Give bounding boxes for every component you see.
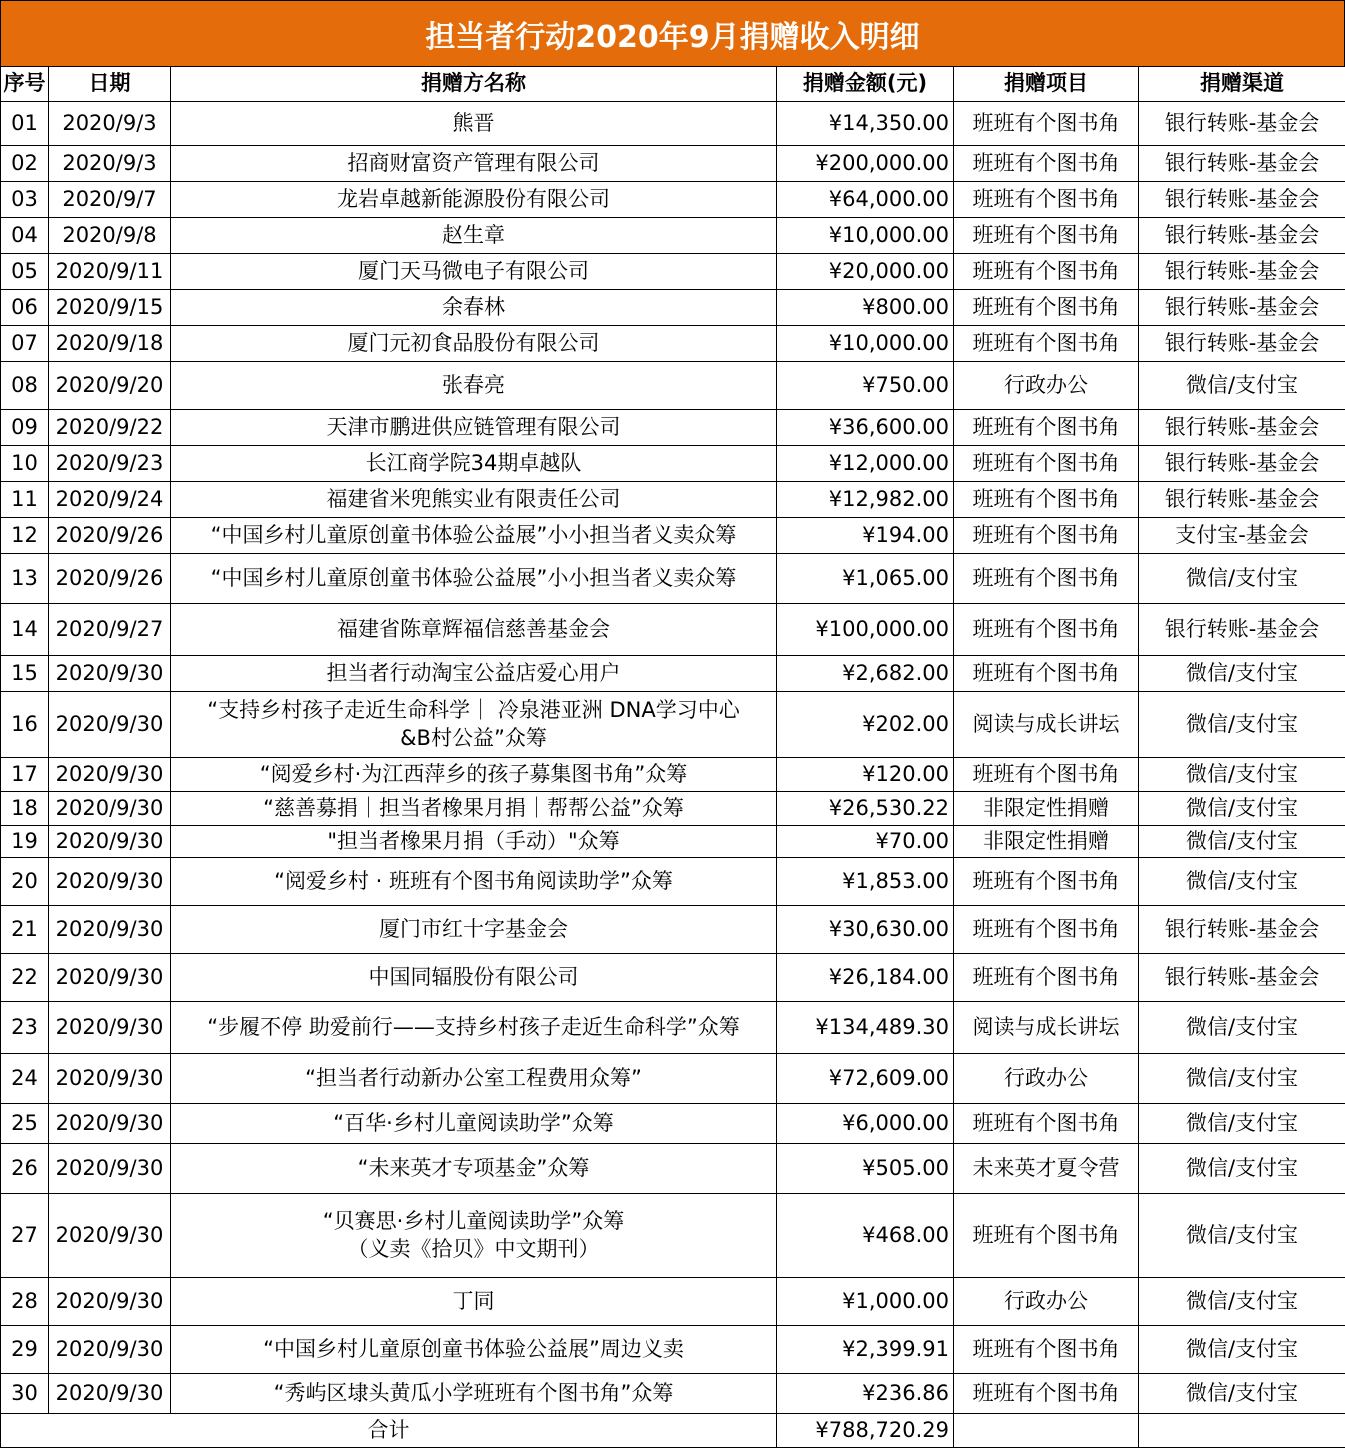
row-no: 07 <box>1 326 49 362</box>
row-project: 非限定性捐赠 <box>954 826 1139 858</box>
row-amount: ¥36,600.00 <box>777 410 954 446</box>
row-project: 班班有个图书角 <box>954 656 1139 692</box>
row-no: 08 <box>1 362 49 410</box>
row-no: 19 <box>1 826 49 858</box>
row-date: 2020/9/30 <box>49 826 171 858</box>
row-date: 2020/9/30 <box>49 858 171 906</box>
row-date: 2020/9/8 <box>49 218 171 254</box>
header-donor: 捐赠方名称 <box>171 67 777 102</box>
row-date: 2020/9/23 <box>49 446 171 482</box>
row-amount: ¥200,000.00 <box>777 146 954 182</box>
row-no: 11 <box>1 482 49 518</box>
row-project: 非限定性捐赠 <box>954 792 1139 826</box>
row-channel: 微信/支付宝 <box>1139 656 1345 692</box>
row-donor: “秀屿区埭头黄瓜小学班班有个图书角”众筹 <box>171 1374 777 1414</box>
row-donor: 厦门元初食品股份有限公司 <box>171 326 777 362</box>
row-no: 01 <box>1 102 49 146</box>
row-donor: 熊晋 <box>171 102 777 146</box>
row-channel: 微信/支付宝 <box>1139 1326 1345 1374</box>
row-date: 2020/9/30 <box>49 1104 171 1144</box>
row-donor: 福建省陈章辉福信慈善基金会 <box>171 604 777 656</box>
row-date: 2020/9/30 <box>49 656 171 692</box>
row-donor: 余春林 <box>171 290 777 326</box>
row-donor <box>171 1194 777 1278</box>
header-project: 捐赠项目 <box>954 67 1139 102</box>
row-date: 2020/9/30 <box>49 1326 171 1374</box>
row-date: 2020/9/30 <box>49 1374 171 1414</box>
row-no: 13 <box>1 554 49 604</box>
row-no: 22 <box>1 954 49 1002</box>
row-amount: ¥72,609.00 <box>777 1054 954 1104</box>
row-channel: 银行转账-基金会 <box>1139 954 1345 1002</box>
row-project: 班班有个图书角 <box>954 906 1139 954</box>
row-channel: 微信/支付宝 <box>1139 858 1345 906</box>
row-amount: ¥800.00 <box>777 290 954 326</box>
total-empty-project <box>954 1414 1139 1448</box>
row-project: 班班有个图书角 <box>954 102 1139 146</box>
row-donor: 厦门市红十字基金会 <box>171 906 777 954</box>
header-row <box>1 67 1345 102</box>
table-row <box>1 1144 1345 1194</box>
table-row <box>1 692 1345 758</box>
row-donor: “慈善募捐｜担当者橡果月捐｜帮帮公益”众筹 <box>171 792 777 826</box>
table-row <box>1 362 1345 410</box>
donation-table <box>0 66 1345 1448</box>
row-channel: 银行转账-基金会 <box>1139 218 1345 254</box>
row-date: 2020/9/26 <box>49 518 171 554</box>
table-row <box>1 906 1345 954</box>
row-donor: “阅爱乡村·为江西萍乡的孩子募集图书角”众筹 <box>171 758 777 792</box>
row-amount: ¥12,000.00 <box>777 446 954 482</box>
row-channel: 微信/支付宝 <box>1139 1194 1345 1278</box>
row-donor: 招商财富资产管理有限公司 <box>171 146 777 182</box>
table-row <box>1 254 1345 290</box>
row-channel: 微信/支付宝 <box>1139 692 1345 758</box>
row-date: 2020/9/30 <box>49 1278 171 1326</box>
row-amount: ¥20,000.00 <box>777 254 954 290</box>
row-date: 2020/9/30 <box>49 1194 171 1278</box>
row-no: 09 <box>1 410 49 446</box>
row-no: 14 <box>1 604 49 656</box>
row-date: 2020/9/27 <box>49 604 171 656</box>
table-row <box>1 326 1345 362</box>
row-channel: 微信/支付宝 <box>1139 1278 1345 1326</box>
row-project: 班班有个图书角 <box>954 182 1139 218</box>
row-project: 班班有个图书角 <box>954 410 1139 446</box>
row-donor: 天津市鹏进供应链管理有限公司 <box>171 410 777 446</box>
row-date: 2020/9/15 <box>49 290 171 326</box>
row-project: 班班有个图书角 <box>954 218 1139 254</box>
row-project: 阅读与成长讲坛 <box>954 692 1139 758</box>
row-no: 18 <box>1 792 49 826</box>
header-channel: 捐赠渠道 <box>1139 67 1345 102</box>
row-no: 27 <box>1 1194 49 1278</box>
row-amount: ¥2,399.91 <box>777 1326 954 1374</box>
row-amount: ¥1,000.00 <box>777 1278 954 1326</box>
total-row <box>1 1414 1345 1448</box>
row-donor-line1: “贝赛思·乡村儿童阅读助学”众筹 <box>171 1208 776 1235</box>
row-channel: 微信/支付宝 <box>1139 792 1345 826</box>
row-amount: ¥505.00 <box>777 1144 954 1194</box>
row-amount: ¥14,350.00 <box>777 102 954 146</box>
row-project: 班班有个图书角 <box>954 446 1139 482</box>
table-row <box>1 518 1345 554</box>
row-amount: ¥30,630.00 <box>777 906 954 954</box>
row-date: 2020/9/7 <box>49 182 171 218</box>
row-no: 10 <box>1 446 49 482</box>
row-no: 26 <box>1 1144 49 1194</box>
row-no: 17 <box>1 758 49 792</box>
row-donor: "担当者橡果月捐（手动）"众筹 <box>171 826 777 858</box>
row-channel: 银行转账-基金会 <box>1139 290 1345 326</box>
row-project: 班班有个图书角 <box>954 290 1139 326</box>
table-row <box>1 656 1345 692</box>
row-date: 2020/9/20 <box>49 362 171 410</box>
table-row <box>1 1278 1345 1326</box>
row-project: 班班有个图书角 <box>954 254 1139 290</box>
row-date: 2020/9/30 <box>49 1054 171 1104</box>
table-row <box>1 604 1345 656</box>
row-date: 2020/9/30 <box>49 1144 171 1194</box>
row-project: 未来英才夏令营 <box>954 1144 1139 1194</box>
row-no: 25 <box>1 1104 49 1144</box>
row-channel: 微信/支付宝 <box>1139 1054 1345 1104</box>
row-date: 2020/9/30 <box>49 792 171 826</box>
row-donor: “中国乡村儿童原创童书体验公益展”小小担当者义卖众筹 <box>171 518 777 554</box>
row-donor: 龙岩卓越新能源股份有限公司 <box>171 182 777 218</box>
row-donor: “百华·乡村儿童阅读助学”众筹 <box>171 1104 777 1144</box>
row-project: 班班有个图书角 <box>954 1374 1139 1414</box>
row-no: 04 <box>1 218 49 254</box>
table-row <box>1 1374 1345 1414</box>
row-project: 班班有个图书角 <box>954 146 1139 182</box>
row-amount: ¥236.86 <box>777 1374 954 1414</box>
row-no: 02 <box>1 146 49 182</box>
row-no: 03 <box>1 182 49 218</box>
row-date: 2020/9/3 <box>49 146 171 182</box>
row-date: 2020/9/26 <box>49 554 171 604</box>
row-donor-line1: “支持乡村孩子走近生命科学｜ 冷泉港亚洲 DNA学习中心 <box>171 697 776 724</box>
header-amount: 捐赠金额(元) <box>777 67 954 102</box>
table-row <box>1 410 1345 446</box>
row-donor: “中国乡村儿童原创童书体验公益展”小小担当者义卖众筹 <box>171 554 777 604</box>
row-no: 28 <box>1 1278 49 1326</box>
row-project: 行政办公 <box>954 362 1139 410</box>
row-amount: ¥1,853.00 <box>777 858 954 906</box>
row-channel: 银行转账-基金会 <box>1139 604 1345 656</box>
row-project: 班班有个图书角 <box>954 1326 1139 1374</box>
row-amount: ¥10,000.00 <box>777 218 954 254</box>
row-donor: 赵生章 <box>171 218 777 254</box>
row-no: 21 <box>1 906 49 954</box>
row-donor-line2: &B村公益”众筹 <box>171 725 776 752</box>
row-amount: ¥10,000.00 <box>777 326 954 362</box>
row-amount: ¥64,000.00 <box>777 182 954 218</box>
row-channel: 微信/支付宝 <box>1139 1104 1345 1144</box>
row-date: 2020/9/30 <box>49 1002 171 1054</box>
row-channel: 银行转账-基金会 <box>1139 446 1345 482</box>
header-no: 序号 <box>1 67 49 102</box>
row-channel: 银行转账-基金会 <box>1139 410 1345 446</box>
row-donor: 担当者行动淘宝公益店爱心用户 <box>171 656 777 692</box>
row-channel: 微信/支付宝 <box>1139 826 1345 858</box>
row-amount: ¥26,184.00 <box>777 954 954 1002</box>
row-project: 行政办公 <box>954 1278 1139 1326</box>
row-no: 30 <box>1 1374 49 1414</box>
total-label: 合计 <box>1 1414 777 1448</box>
row-channel: 微信/支付宝 <box>1139 758 1345 792</box>
row-project: 阅读与成长讲坛 <box>954 1002 1139 1054</box>
row-no: 05 <box>1 254 49 290</box>
row-project: 班班有个图书角 <box>954 604 1139 656</box>
total-empty-channel <box>1139 1414 1345 1448</box>
row-donor: “担当者行动新办公室工程费用众筹” <box>171 1054 777 1104</box>
row-donor-line2: （义卖《拾贝》中文期刊） <box>171 1236 776 1263</box>
row-channel: 银行转账-基金会 <box>1139 182 1345 218</box>
row-channel: 微信/支付宝 <box>1139 1002 1345 1054</box>
row-no: 06 <box>1 290 49 326</box>
row-project: 班班有个图书角 <box>954 1104 1139 1144</box>
row-project: 班班有个图书角 <box>954 858 1139 906</box>
row-channel: 微信/支付宝 <box>1139 1144 1345 1194</box>
table-row <box>1 954 1345 1002</box>
row-no: 15 <box>1 656 49 692</box>
row-channel: 支付宝-基金会 <box>1139 518 1345 554</box>
row-no: 20 <box>1 858 49 906</box>
row-channel: 微信/支付宝 <box>1139 362 1345 410</box>
row-channel: 银行转账-基金会 <box>1139 102 1345 146</box>
table-row <box>1 1104 1345 1144</box>
row-project: 行政办公 <box>954 1054 1139 1104</box>
row-channel: 微信/支付宝 <box>1139 1374 1345 1414</box>
table-row <box>1 792 1345 826</box>
row-no: 16 <box>1 692 49 758</box>
row-channel: 银行转账-基金会 <box>1139 482 1345 518</box>
sheet-title: 担当者行动2020年9月捐赠收入明细 <box>0 0 1345 66</box>
row-date: 2020/9/3 <box>49 102 171 146</box>
table-row <box>1 146 1345 182</box>
row-amount: ¥1,065.00 <box>777 554 954 604</box>
row-amount: ¥26,530.22 <box>777 792 954 826</box>
row-amount: ¥750.00 <box>777 362 954 410</box>
row-no: 23 <box>1 1002 49 1054</box>
row-donor: “中国乡村儿童原创童书体验公益展”周边义卖 <box>171 1326 777 1374</box>
row-donor <box>171 692 777 758</box>
row-project: 班班有个图书角 <box>954 518 1139 554</box>
row-amount: ¥2,682.00 <box>777 656 954 692</box>
row-donor: 长江商学院34期卓越队 <box>171 446 777 482</box>
row-amount: ¥194.00 <box>777 518 954 554</box>
row-project: 班班有个图书角 <box>954 554 1139 604</box>
row-channel: 微信/支付宝 <box>1139 554 1345 604</box>
table-row <box>1 1194 1345 1278</box>
table-row <box>1 858 1345 906</box>
row-channel: 银行转账-基金会 <box>1139 254 1345 290</box>
row-channel: 银行转账-基金会 <box>1139 326 1345 362</box>
row-project: 班班有个图书角 <box>954 758 1139 792</box>
row-amount: ¥120.00 <box>777 758 954 792</box>
row-channel: 银行转账-基金会 <box>1139 146 1345 182</box>
table-row <box>1 446 1345 482</box>
row-amount: ¥12,982.00 <box>777 482 954 518</box>
table-row <box>1 218 1345 254</box>
row-amount: ¥202.00 <box>777 692 954 758</box>
row-date: 2020/9/30 <box>49 954 171 1002</box>
table-row <box>1 182 1345 218</box>
row-donor: 丁同 <box>171 1278 777 1326</box>
row-amount: ¥134,489.30 <box>777 1002 954 1054</box>
table-row <box>1 482 1345 518</box>
row-date: 2020/9/11 <box>49 254 171 290</box>
table-body <box>1 102 1345 1414</box>
row-donor: 中国同辐股份有限公司 <box>171 954 777 1002</box>
table-row <box>1 290 1345 326</box>
row-date: 2020/9/30 <box>49 906 171 954</box>
row-donor: “阅爱乡村 · 班班有个图书角阅读助学”众筹 <box>171 858 777 906</box>
row-donor: 福建省米兜熊实业有限责任公司 <box>171 482 777 518</box>
table-row <box>1 1002 1345 1054</box>
table-row <box>1 1326 1345 1374</box>
row-amount: ¥468.00 <box>777 1194 954 1278</box>
row-project: 班班有个图书角 <box>954 326 1139 362</box>
table-row <box>1 758 1345 792</box>
row-no: 12 <box>1 518 49 554</box>
row-no: 24 <box>1 1054 49 1104</box>
table-row <box>1 102 1345 146</box>
header-date: 日期 <box>49 67 171 102</box>
total-amount: ¥788,720.29 <box>777 1414 954 1448</box>
table-row <box>1 826 1345 858</box>
row-channel: 银行转账-基金会 <box>1139 906 1345 954</box>
row-amount: ¥70.00 <box>777 826 954 858</box>
row-donor: “步履不停 助爱前行——支持乡村孩子走近生命科学”众筹 <box>171 1002 777 1054</box>
row-project: 班班有个图书角 <box>954 1194 1139 1278</box>
row-amount: ¥100,000.00 <box>777 604 954 656</box>
row-date: 2020/9/24 <box>49 482 171 518</box>
row-amount: ¥6,000.00 <box>777 1104 954 1144</box>
row-no: 29 <box>1 1326 49 1374</box>
row-project: 班班有个图书角 <box>954 482 1139 518</box>
table-row <box>1 554 1345 604</box>
row-donor: 厦门天马微电子有限公司 <box>171 254 777 290</box>
table-row <box>1 1054 1345 1104</box>
row-project: 班班有个图书角 <box>954 954 1139 1002</box>
row-donor: 张春亮 <box>171 362 777 410</box>
row-date: 2020/9/18 <box>49 326 171 362</box>
row-donor: “未来英才专项基金”众筹 <box>171 1144 777 1194</box>
row-date: 2020/9/22 <box>49 410 171 446</box>
row-date: 2020/9/30 <box>49 758 171 792</box>
row-date: 2020/9/30 <box>49 692 171 758</box>
